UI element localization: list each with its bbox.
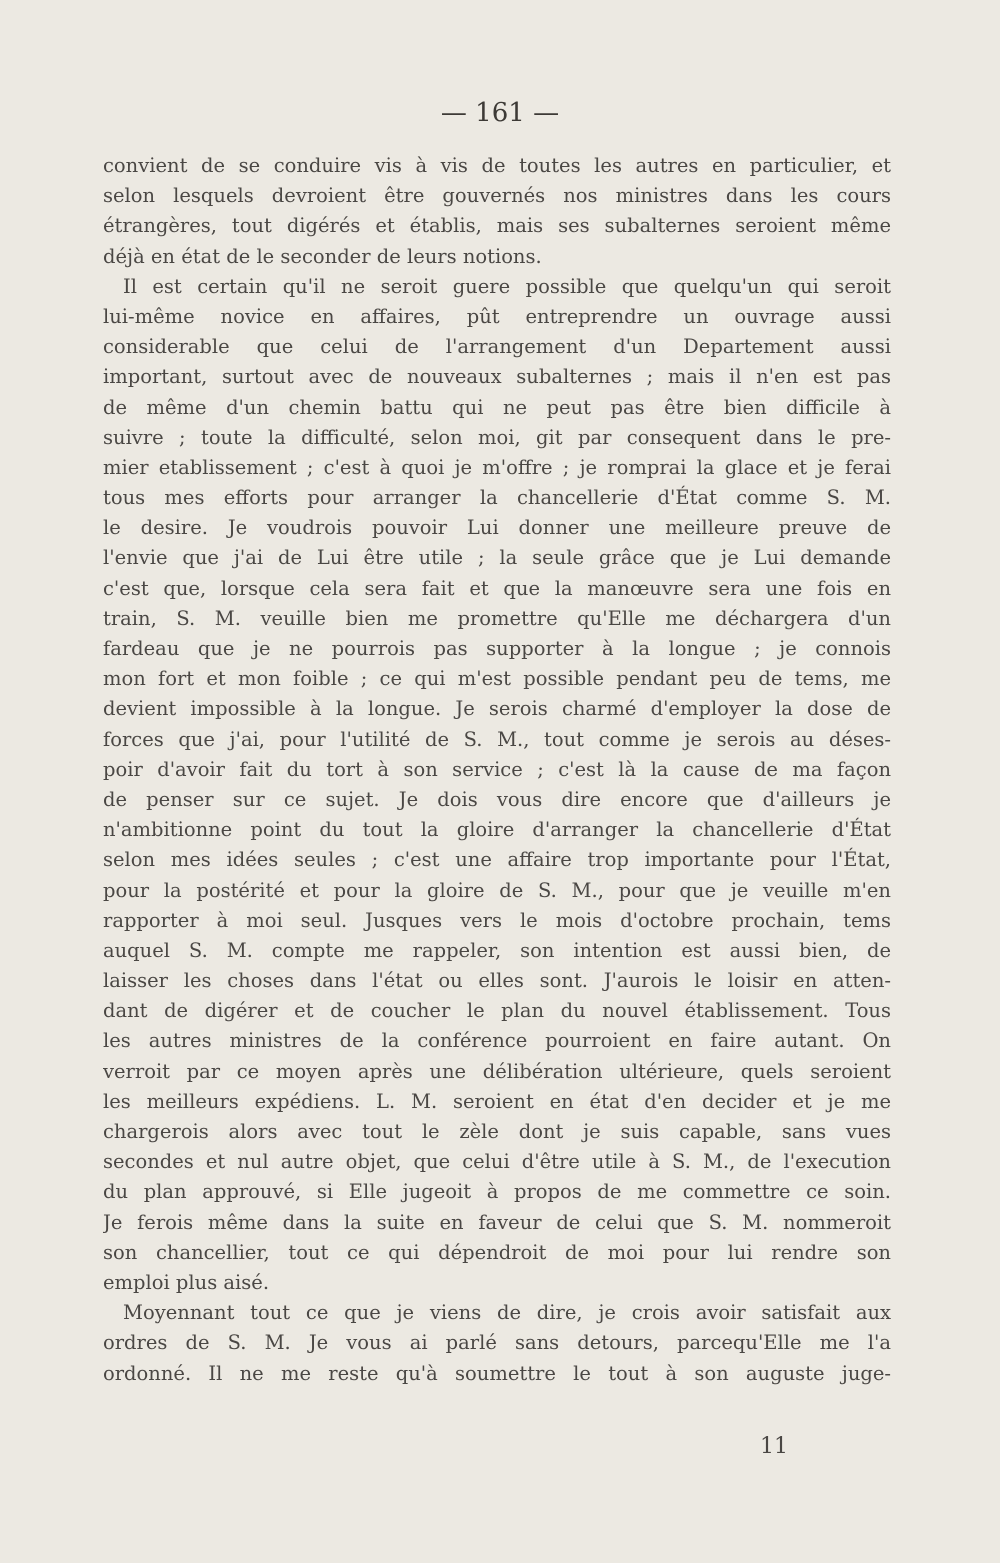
text-line: Je ferois même dans la suite en faveur de celui que S. M. nommeroit — [103, 1210, 891, 1234]
text-line: auquel S. M. compte me rappeler, son intention est aussi bien, de — [103, 938, 891, 962]
signature-mark: 11 — [760, 1434, 788, 1459]
text-line: ordres de S. M. Je vous ai parlé sans detours, parcequ'Elle me l'a — [103, 1331, 891, 1355]
text-line: poir d'avoir fait du tort à son service ; c'est là la cause de ma façon — [103, 757, 891, 781]
body-text — [103, 151, 891, 1389]
text-line: tous mes efforts pour arranger la chancellerie d'État comme S. M. — [103, 486, 891, 510]
text-line: les meilleurs expédiens. L. M. seroient en état d'en decider et je me — [103, 1089, 891, 1113]
paragraph-first-line: Moyennant tout ce que je viens de dire, je crois avoir satisfait aux — [123, 1301, 891, 1325]
text-line: selon lesquels devroient être gouvernés nos ministres dans les cours — [103, 184, 891, 208]
page-number: — 161 — — [440, 98, 560, 128]
text-line: lui-même novice en affaires, pût entreprendre un ouvrage aussi — [103, 304, 891, 328]
text-line: selon mes idées seules ; c'est une affaire trop importante pour l'État, — [103, 848, 891, 872]
text-line: son chancellier, tout ce qui dépendroit de moi pour lui rendre son — [103, 1240, 891, 1264]
text-line: l'envie que j'ai de Lui être utile ; la seule grâce que je Lui demande — [103, 546, 891, 570]
text-line: forces que j'ai, pour l'utilité de S. M., tout comme je serois au déses- — [103, 727, 891, 751]
text-line: convient de se conduire vis à vis de toutes les autres en particulier, et — [103, 154, 891, 177]
text-line: chargerois alors avec tout le zèle dont je suis capable, sans vues — [103, 1120, 891, 1143]
text-line: étrangères, tout digérés et établis, mais ses subalternes seroient même — [103, 214, 891, 238]
text-line: important, surtout avec de nouveaux subalternes ; mais il n'en est pas — [103, 365, 891, 389]
text-line: c'est que, lorsque cela sera fait et que la manœuvre sera une fois en — [103, 576, 891, 600]
text-line: suivre ; toute la difficulté, selon moi, git par consequent dans le pre- — [103, 425, 891, 449]
text-line: de penser sur ce sujet. Je dois vous dire encore que d'ailleurs je — [103, 787, 891, 811]
text-line: train, S. M. veuille bien me promettre qu'Elle me déchargera d'un — [103, 606, 891, 630]
text-line: n'ambitionne point du tout la gloire d'arranger la chancellerie d'État — [103, 818, 891, 842]
text-line: emploi plus aisé. — [103, 1270, 270, 1294]
text-line: pour la postérité et pour la gloire de S. M., pour que je veuille m'en — [103, 878, 891, 902]
text-line: mon fort et mon foible ; ce qui m'est possible pendant peu de tems, me — [103, 667, 891, 691]
text-line: verroit par ce moyen après une délibération ultérieure, quels seroient — [103, 1059, 891, 1083]
text-line: mier etablissement ; c'est à quoi je m'offre ; je romprai la glace et je ferai — [103, 455, 891, 479]
text-line: le desire. Je voudrois pouvoir Lui donner une meilleure preuve de — [103, 516, 891, 540]
text-line: fardeau que je ne pourrois pas supporter à la longue ; je connois — [103, 637, 891, 660]
text-line: les autres ministres de la conférence pourroient en faire autant. On — [103, 1029, 891, 1053]
paragraph-first-line: Il est certain qu'il ne seroit guere possible que quelqu'un qui seroit — [123, 274, 891, 298]
text-line: laisser les choses dans l'état ou elles sont. J'aurois le loisir en atten- — [103, 969, 891, 993]
text-line: devient impossible à la longue. Je serois charmé d'employer la dose de — [103, 697, 891, 721]
text-line: dant de digérer et de coucher le plan du nouvel établissement. Tous — [103, 999, 891, 1023]
text-line: rapporter à moi seul. Jusques vers le mois d'octobre prochain, tems — [103, 908, 891, 932]
text-line: déjà en état de le seconder de leurs notions. — [103, 244, 542, 268]
text-line: ordonné. Il ne me reste qu'à soumettre le tout à son auguste juge- — [103, 1361, 891, 1385]
text-line: de même d'un chemin battu qui ne peut pas être bien difficile à — [103, 395, 891, 419]
text-line: du plan approuvé, si Elle jugeoit à propos de me commettre ce soin. — [103, 1180, 891, 1204]
text-line: secondes et nul autre objet, que celui d'être utile à S. M., de l'execution — [103, 1150, 891, 1174]
text-line: considerable que celui de l'arrangement d'un Departement aussi — [103, 335, 891, 359]
